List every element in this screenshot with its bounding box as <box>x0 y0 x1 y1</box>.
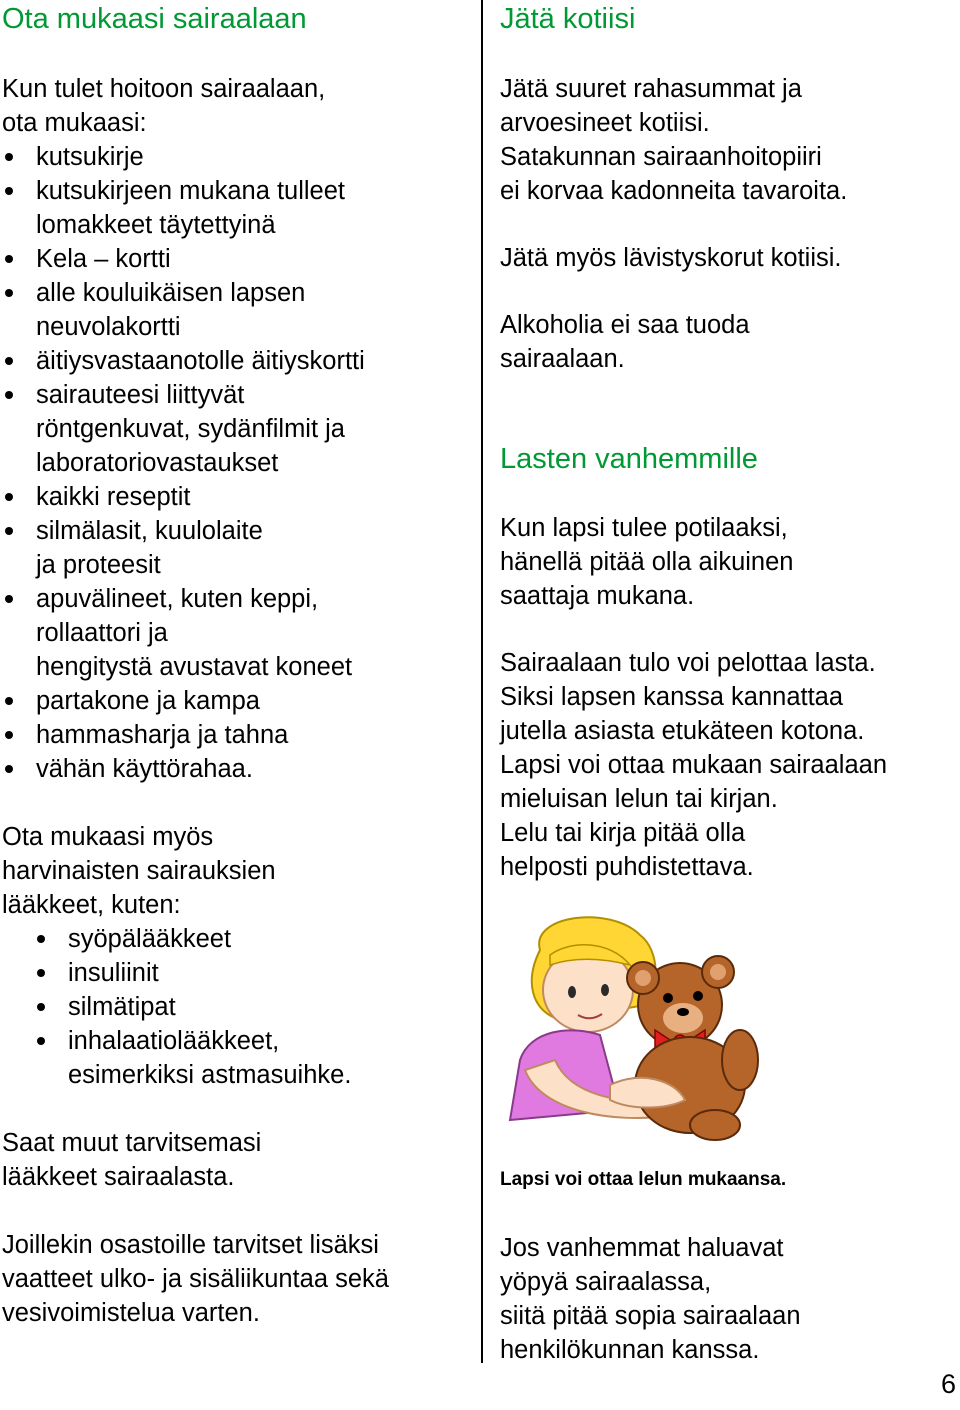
paragraph <box>500 308 955 376</box>
paragraph-line: vaatteet ulko- ja sisäliikuntaa sekä <box>2 1265 389 1293</box>
paragraph-line: Siksi lapsen kanssa kannattaa <box>500 683 844 711</box>
list-item <box>2 990 472 1024</box>
rare-intro-line: Ota mukaasi myös <box>2 823 214 851</box>
intro-line: Kun tulet hoitoon sairaalaan, <box>2 75 326 103</box>
rare-medicines-list <box>2 922 472 1092</box>
paragraph-line: Jos vanhemmat haluavat <box>500 1234 784 1262</box>
list-item-line: laboratoriovastaukset <box>36 449 279 477</box>
list-item-line: inhalaatiolääkkeet, <box>68 1027 280 1055</box>
illustration-caption: Lapsi voi ottaa lelun mukaansa. <box>500 1169 787 1190</box>
paragraph-line: yöpyä sairaalassa, <box>500 1268 712 1296</box>
list-item-line: lomakkeet täytettyinä <box>36 211 276 239</box>
bullet-icon <box>5 527 13 535</box>
list-item-line: äitiysvastaanotolle äitiyskortti <box>36 347 365 375</box>
list-item-line: esimerkiksi astmasuihke. <box>68 1061 352 1089</box>
list-item-line: ja proteesit <box>36 551 161 579</box>
paragraph-line: Jätä suuret rahasummat ja <box>500 75 802 103</box>
bullet-icon <box>5 731 13 739</box>
paragraph-line: Sairaalaan tulo voi pelottaa lasta. <box>500 649 876 677</box>
paragraph-line: Jätä myös lävistyskorut kotiisi. <box>500 244 842 272</box>
clothes-paragraph <box>2 1228 472 1330</box>
list-item-line: apuvälineet, kuten keppi, <box>36 585 319 613</box>
column-divider <box>481 0 483 1363</box>
heading-bring-to-hospital: Ota mukaasi sairaalaan <box>2 3 307 35</box>
paragraph-line: arvoesineet kotiisi. <box>500 109 710 137</box>
paragraph-line: siitä pitää sopia sairaalaan <box>500 1302 801 1330</box>
list-item <box>2 276 472 344</box>
heading-leave-at-home: Jätä kotiisi <box>500 3 636 35</box>
paragraph <box>500 511 955 613</box>
paragraph-line: mieluisan lelun tai kirjan. <box>500 785 778 813</box>
list-item-line: hammasharja ja tahna <box>36 721 289 749</box>
list-item-line: sairauteesi liittyvät <box>36 381 245 409</box>
paragraph <box>500 72 955 208</box>
list-item <box>2 684 472 718</box>
list-item-line: silmälasit, kuulolaite <box>36 517 263 545</box>
bring-list <box>2 140 472 786</box>
bullet-icon <box>5 697 13 705</box>
list-item-line: Kela – kortti <box>36 245 171 273</box>
paragraph-line: saattaja mukana. <box>500 582 695 610</box>
paragraph-line: Lelu tai kirja pitää olla <box>500 819 746 847</box>
paragraph-line: helposti puhdistettava. <box>500 853 754 881</box>
list-item <box>2 956 472 990</box>
heading-for-parents: Lasten vanhemmille <box>500 443 758 475</box>
bullet-icon <box>5 765 13 773</box>
bullet-icon <box>5 187 13 195</box>
list-item-line: kutsukirjeen mukana tulleet <box>36 177 346 205</box>
bullet-icon <box>5 153 13 161</box>
list-item <box>2 174 472 242</box>
rare-intro-paragraph <box>2 820 472 922</box>
paragraph <box>500 241 955 275</box>
list-item <box>2 242 472 276</box>
list-item-line: rollaattori ja <box>36 619 168 647</box>
right-column <box>500 0 955 884</box>
paragraph-line: Saat muut tarvitsemasi <box>2 1129 262 1157</box>
bullet-icon <box>37 1037 45 1045</box>
rare-intro-line: lääkkeet, kuten: <box>2 891 181 919</box>
other-medicines-paragraph <box>2 1126 472 1194</box>
paragraph-line: Lapsi voi ottaa mukaan sairaalaan <box>500 751 887 779</box>
list-item-line: kutsukirje <box>36 143 144 171</box>
paragraph-line: Satakunnan sairaanhoitopiiri <box>500 143 822 171</box>
paragraph-line: jutella asiasta etukäteen kotona. <box>500 717 865 745</box>
paragraph-line: lääkkeet sairaalasta. <box>2 1163 235 1191</box>
list-item-line: silmätipat <box>68 993 176 1021</box>
paragraph-line: Alkoholia ei saa tuoda <box>500 311 750 339</box>
paragraph-line: sairaalaan. <box>500 345 625 373</box>
paragraph-line: Kun lapsi tulee potilaaksi, <box>500 514 788 542</box>
bullet-icon <box>5 357 13 365</box>
list-item-line: hengitystä avustavat koneet <box>36 653 353 681</box>
list-item <box>2 140 472 174</box>
bullet-icon <box>37 1003 45 1011</box>
list-item <box>2 378 472 480</box>
paragraph-line: henkilökunnan kanssa. <box>500 1336 760 1364</box>
list-item <box>2 718 472 752</box>
list-item-line: röntgenkuvat, sydänfilmit ja <box>36 415 345 443</box>
home-paragraphs <box>500 72 955 376</box>
paragraph-line: ei korvaa kadonneita tavaroita. <box>500 177 848 205</box>
paragraph-line: vesivoimistelua varten. <box>2 1299 260 1327</box>
list-item-line: insuliinit <box>68 959 159 987</box>
bullet-icon <box>5 391 13 399</box>
list-item <box>2 922 472 956</box>
girl-with-teddy-illustration <box>500 910 800 1145</box>
intro-paragraph <box>2 72 472 140</box>
list-item-line: alle kouluikäisen lapsen <box>36 279 306 307</box>
list-item <box>2 582 472 684</box>
final-paragraph <box>500 1231 955 1367</box>
left-column <box>2 0 472 1330</box>
intro-line: ota mukaasi: <box>2 109 147 137</box>
paragraph-line: Joillekin osastoille tarvitset lisäksi <box>2 1231 379 1259</box>
list-item <box>2 752 472 786</box>
list-item <box>2 480 472 514</box>
bullet-icon <box>37 935 45 943</box>
page-number: 6 <box>940 1369 956 1399</box>
paragraph <box>500 646 955 884</box>
list-item <box>2 1024 472 1092</box>
rare-intro-line: harvinaisten sairauksien <box>2 857 276 885</box>
parent-paragraphs <box>500 511 955 884</box>
list-item-line: neuvolakortti <box>36 313 181 341</box>
paragraph-line: hänellä pitää olla aikuinen <box>500 548 794 576</box>
list-item-line: kaikki reseptit <box>36 483 191 511</box>
list-item <box>2 514 472 582</box>
bullet-icon <box>5 493 13 501</box>
bullet-icon <box>5 289 13 297</box>
bullet-icon <box>5 595 13 603</box>
list-item-line: syöpälääkkeet <box>68 925 232 953</box>
caption-block <box>500 1168 955 1367</box>
list-item <box>2 344 472 378</box>
bullet-icon <box>5 255 13 263</box>
list-item-line: vähän käyttörahaa. <box>36 755 253 783</box>
list-item-line: partakone ja kampa <box>36 687 260 715</box>
bullet-icon <box>37 969 45 977</box>
